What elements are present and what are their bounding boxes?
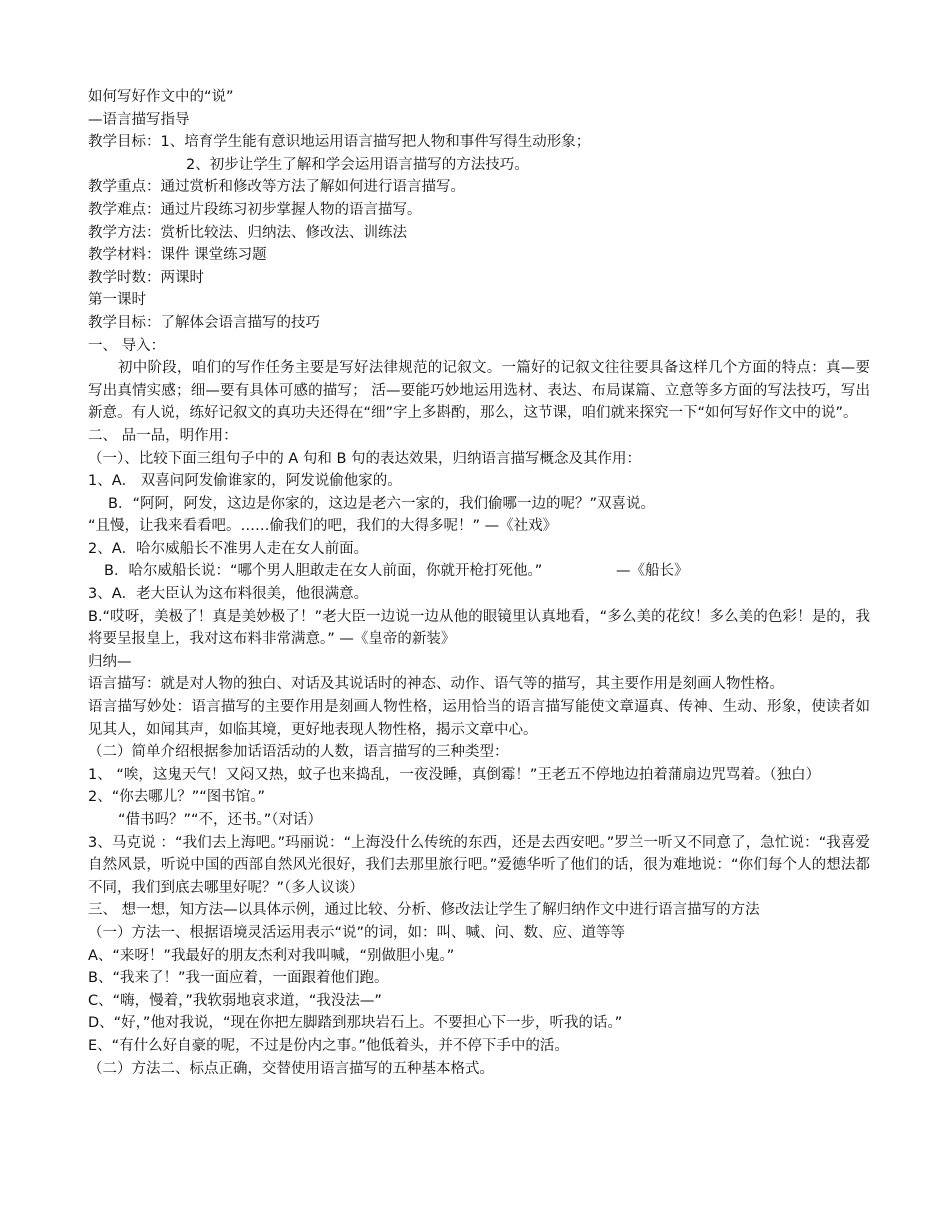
- method-2-heading: （二）方法二、标点正确，交替使用语言描写的五种基本格式。: [88, 1060, 494, 1077]
- teaching-material: 教学材料：课件 课堂练习题: [88, 247, 267, 264]
- teaching-goal-1: 教学目标：1、培育学生能有意识地运用语言描写把人物和事件写得生动形象；: [88, 134, 591, 151]
- type-monologue: 1、 “唉，这鬼天气！又闷又热，蚊子也来捣乱，一夜没睡，真倒霉！”王老五不停地边拍着蒲扇边咒骂着。（独白）: [88, 766, 821, 783]
- teaching-method: 教学方法：赏析比较法、归纳法、修改法、训练法: [88, 224, 407, 241]
- method-1-heading: （一）方法一、根据语境灵活运用表示“说”的词，如：叫、喊、问、数、应、道等等: [88, 924, 626, 941]
- section-3-heading: 三、 想一想，知方法—以具体示例，通过比较、分析、修改法让学生了解归纳作文中进行语言描写的方法: [88, 902, 760, 919]
- subsection-2-2: （二）简单介绍根据参加话语活动的人数，语言描写的三种类型：: [88, 744, 509, 761]
- doc-subtitle: —语言描写指导: [88, 111, 190, 128]
- teaching-hours: 教学时数：两课时: [88, 269, 204, 286]
- type-multiparty: 3、马克说 ：“我们去上海吧。”玛丽说：“上海没什么传统的东西，还是去西安吧。”罗兰一听又不同意了，急忙说：“我喜爱自然风景，听说中国的西部自然风光很好，我们去那里旅行吧。”爱德华听了他们的话，很为难地说：“你们每个人的想法都不同，我们到底去哪里好呢？”（多人议谈）: [88, 834, 870, 896]
- method-1-example-b: B、“我来了！”我一面应着，一面跟着他们跑。: [88, 970, 389, 987]
- benefit-paragraph: 语言描写妙处：语言描写的主要作用是刻画人物性格，运用恰当的语言描写能使文章逼真、传神、生动、形象，使读者如见其人，如闻其声，如临其境，更好地表现人物性格，揭示文章中心。: [88, 699, 870, 738]
- type-dialogue-2: “借书吗？”“不，还书。”（对话）: [118, 812, 323, 828]
- type-dialogue-1: 2、“你去哪儿？”“图书馆。”: [88, 789, 266, 806]
- teaching-focus: 教学重点：通过赏析和修改等方法了解如何进行语言描写。: [88, 179, 465, 196]
- method-1-example-e: E、“有什么好自豪的呢，不过是份内之事。”他低着头，并不停下手中的活。: [88, 1037, 569, 1054]
- example-3b: B.“哎呀，美极了！真是美妙极了！”老大臣一边说一边从他的眼镜里认真地看，“多么美的花纹！多么美的色彩！是的，我将要呈报皇上，我对这布料非常满意。” —《皇帝的新装》: [88, 608, 870, 648]
- doc-title: 如何写好作文中的“说”: [88, 89, 234, 105]
- example-2a: 2、A．哈尔威船长不准男人走在女人前面。: [88, 540, 369, 557]
- section-2-heading: 二、 品一品，明作用：: [88, 427, 238, 444]
- lesson-goal: 教学目标：了解体会语言描写的技巧: [88, 314, 320, 331]
- section-1-heading: 一、 导入：: [88, 337, 166, 354]
- intro-paragraph: 初中阶段，咱们的写作任务主要是写好法律规范的记叙文。一篇好的记叙文往往要具备这样几个方面的特点：真—要写出真情实感；细—要有具体可感的描写； 活—要能巧妙地运用选材、表达、布局谋篇、立意等多方面的写法技巧，写出新意。有人说，练好记叙文的真功夫还得在“细”字上多斟酌，那么，这节课，咱们就来探究一下“如何写好作文中的说”。: [88, 360, 870, 422]
- example-1b: B．“阿阿，阿发，这边是你家的，这边是老六一家的，我们偷哪一边的呢？”双喜说。: [108, 495, 655, 512]
- method-1-example-a: A、“来呀！”我最好的朋友杰利对我叫喊，“别做胆小鬼。”: [88, 947, 455, 964]
- lesson-heading: 第一课时: [88, 292, 146, 309]
- document-body: [88, 86, 870, 1080]
- subsection-2-1: （一）、比较下面三组句子中的 A 句和 B 句的表达效果，归纳语言描写概念及其作用：: [88, 450, 642, 467]
- example-2b: B．哈尔威船长说：“哪个男人胆敢走在女人前面，你就开枪打死他。” —《船长》: [104, 563, 689, 580]
- teaching-goal-2: 2、初步让学生了解和学会运用语言描写的方法技巧。: [186, 156, 529, 173]
- teaching-difficulty: 教学难点：通过片段练习初步掌握人物的语言描写。: [88, 201, 422, 218]
- example-3a: 3、A．老大臣认为这布料很美，他很满意。: [88, 586, 369, 603]
- method-1-example-c: C、“嗨，慢着，”我软弱地哀求道，“我没法—”: [88, 992, 382, 1009]
- summary-heading: 归纳—: [88, 653, 132, 670]
- method-1-example-d: D、“好，”他对我说，“现在你把左脚踏到那块岩石上。不要担心下一步，听我的话。”: [88, 1015, 623, 1032]
- definition-paragraph: 语言描写：就是对人物的独白、对话及其说话时的神态、动作、语气等的描写，其主要作用是刻画人物性格。: [88, 676, 784, 693]
- example-1a: 1、A． 双喜问阿发偷谁家的，阿发说偷他家的。: [88, 473, 402, 490]
- example-1b-cont: “且慢，让我来看看吧。……偷我们的吧，我们的大得多呢！” —《社戏》: [88, 518, 558, 535]
